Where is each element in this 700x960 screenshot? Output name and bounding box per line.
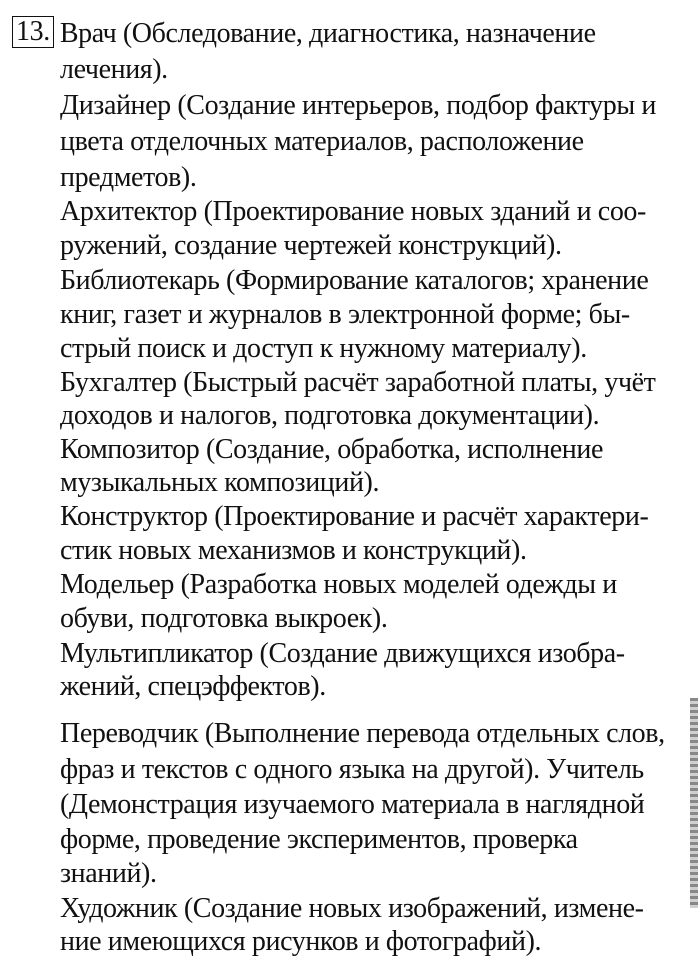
text-line: жений, спецэффектов). xyxy=(60,671,326,702)
text-line: Мультипликатор (Создание движущихся изобра- xyxy=(60,638,625,669)
text-line: стик новых механизмов и конструкций). xyxy=(60,535,527,566)
text-line: предметов). xyxy=(60,162,197,193)
page-edge-binding-mark xyxy=(690,698,698,908)
text-line: ружений, создание чертежей конструкций). xyxy=(60,230,562,261)
text-line: лечения). xyxy=(60,54,168,85)
text-line: (Демонстрация изучаемого материала в наглядной xyxy=(60,789,645,820)
exercise-number-badge: 13. xyxy=(12,16,54,48)
text-line: Художник (Создание новых изображений, измене- xyxy=(60,893,644,924)
text-line: Бухгалтер (Быстрый расчёт заработной платы, учёт xyxy=(60,367,656,398)
text-line: Дизайнер (Создание интерьеров, подбор фактуры и xyxy=(60,90,656,121)
text-line: Композитор (Создание, обработка, исполнение xyxy=(60,434,603,465)
text-line: цвета отделочных материалов, расположение xyxy=(60,126,584,157)
text-line: стрый поиск и доступ к нужному материалу). xyxy=(60,333,587,364)
text-line: музыкальных композиций). xyxy=(60,467,380,498)
text-line: Врач (Обследование, диагностика, назначение xyxy=(59,18,596,49)
text-line: Библиотекарь (Формирование каталогов; хранение xyxy=(60,265,649,296)
text-line: Конструктор (Проектирование и расчёт характери- xyxy=(60,501,649,532)
text-line: форме, проведение экспериментов, проверка xyxy=(60,824,578,855)
text-line: фраз и текстов с одного языка на другой). Учитель xyxy=(60,754,644,785)
text-line: знаний). xyxy=(60,858,157,889)
exercise-first-line xyxy=(12,16,596,52)
text-line: доходов и налогов, подготовка документации). xyxy=(60,400,600,431)
text-line: Архитектор (Проектирование новых зданий и соо- xyxy=(60,196,646,227)
text-line: Модельер (Разработка новых моделей одежды и xyxy=(60,569,617,600)
text-line: ние имеющихся рисунков и фотографий). xyxy=(60,926,542,957)
text-line: книг, газет и журналов в электронной форме; бы- xyxy=(60,299,630,330)
text-line: обуви, подготовка выкроек). xyxy=(60,603,388,634)
text-line: Переводчик (Выполнение перевода отдельных слов, xyxy=(60,718,665,749)
